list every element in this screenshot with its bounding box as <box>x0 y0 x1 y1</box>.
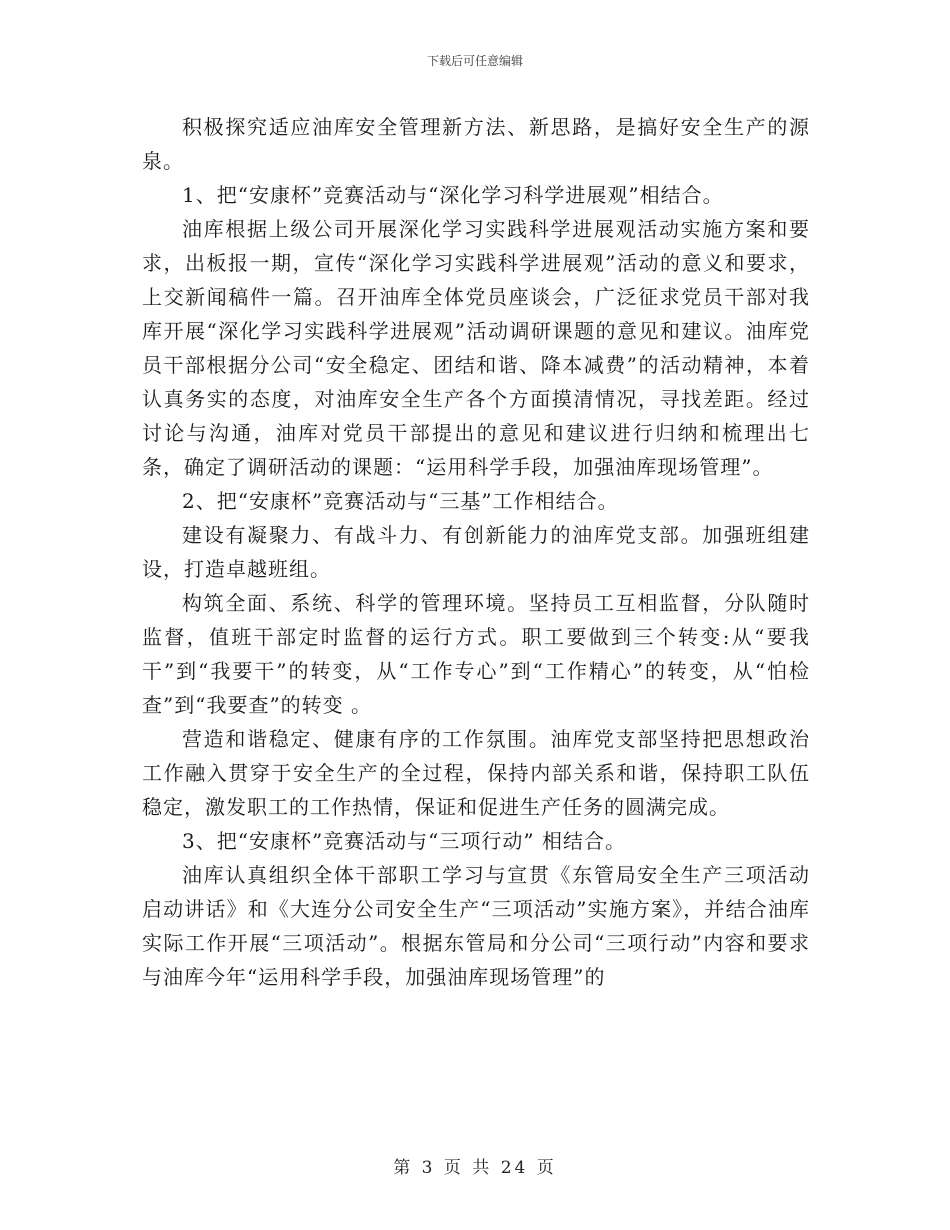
section-heading-1: 1、把“安康杯”竞赛活动与“深化学习科学进展观”相结合。 <box>182 183 724 207</box>
paragraph-intro: 积极探究适应油库安全管理新方法、新思路，是搞好安全生产的源泉。 <box>142 115 810 173</box>
document-body <box>142 110 810 994</box>
paragraph: 营造和谐稳定、健康有序的工作氛围。油库党支部坚持把思想政治工作融入贯穿于安全生产的全过程，保持内部关系和谐，保持职工队伍稳定，激发职工的工作热情，保证和促进生产任务的圆满完成。 <box>142 727 810 819</box>
page-header: 下载后可任意编辑 <box>426 54 523 68</box>
paragraph: 油库认真组织全体干部职工学习与宣贯《东管局安全生产三项活动启动讲话》和《大连分公司安全生产“三项活动”实施方案》，并结合油库实际工作开展“三项活动”。根据东管局和分公司“三项行动”内容和要求与油库今年“运用科学手段，加强油库现场管理”的 <box>142 863 810 989</box>
section-heading-2: 2、把“安康杯”竞赛活动与“三基”工作相结合。 <box>182 489 619 513</box>
page-footer: 第 3 页 共 24 页 <box>393 1158 557 1178</box>
paragraph: 建设有凝聚力、有战斗力、有创新能力的油库党支部。加强班组建设，打造卓越班组。 <box>142 523 810 581</box>
paragraph: 油库根据上级公司开展深化学习实践科学进展观活动实施方案和要求，出板报一期，宣传“深化学习实践科学进展观”活动的意义和要求，上交新闻稿件一篇。召开油库全体党员座谈会，广泛征求党员干部对我库开展“深化学习实践科学进展观”活动调研课题的意见和建议。油库党员干部根据分公司“安全稳定、团结和谐、降本减费”的活动精神，本着认真务实的态度，对油库安全生产各个方面摸清情况，寻找差距。经过讨论与沟通，油库对党员干部提出的意见和建议进行归纳和梳理出七条，确定了调研活动的课题：“运用科学手段，加强油库现场管理”。 <box>142 217 810 479</box>
paragraph: 构筑全面、系统、科学的管理环境。坚持员工互相监督，分队随时监督，值班干部定时监督的运行方式。职工要做到三个转变:从“要我干”到“我要干”的转变，从“工作专心”到“工作精心”的转变，从“怕检查”到“我要查”的转变 。 <box>142 591 810 717</box>
section-heading-3: 3、把“安康杯”竞赛活动与“三项行动” 相结合。 <box>182 829 626 853</box>
